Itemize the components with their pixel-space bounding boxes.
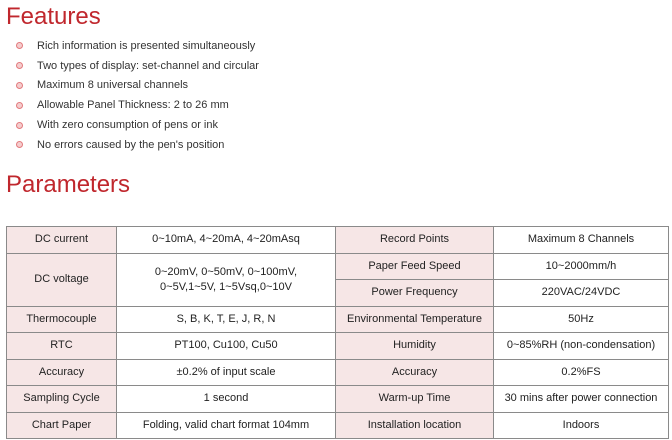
parameters-heading: Parameters xyxy=(6,171,131,198)
param-value: 0~85%RH (non-condensation) xyxy=(494,333,669,360)
param-label: DC voltage xyxy=(7,253,117,306)
param-label: DC current xyxy=(7,227,117,254)
param-value: 30 mins after power connection xyxy=(494,386,669,413)
param-value: ±0.2% of input scale xyxy=(117,359,336,386)
param-value: Maximum 8 Channels xyxy=(494,227,669,254)
features-heading: Features xyxy=(6,3,101,30)
feature-text: Maximum 8 universal channels xyxy=(37,79,189,92)
bullet-icon xyxy=(16,122,23,129)
param-label: Paper Feed Speed xyxy=(336,253,494,280)
param-label: Humidity xyxy=(336,333,494,360)
param-value: 10~2000mm/h xyxy=(494,253,669,280)
bullet-icon xyxy=(16,62,23,69)
param-value: S, B, K, T, E, J, R, N xyxy=(117,306,336,333)
param-value: Folding, valid chart format 104mm xyxy=(117,412,336,439)
param-value: Indoors xyxy=(494,412,669,439)
param-value: 0~10mA, 4~20mA, 4~20mAsq xyxy=(117,227,336,254)
param-label: Installation location xyxy=(336,412,494,439)
feature-text: With zero consumption of pens or ink xyxy=(37,119,218,132)
param-label: Thermocouple xyxy=(7,306,117,333)
param-label: Environmental Temperature xyxy=(336,306,494,333)
feature-text: Rich information is presented simultaneously xyxy=(37,39,256,52)
param-value-line: 0~20mV, 0~50mV, 0~100mV, xyxy=(154,265,298,278)
feature-item xyxy=(16,36,259,56)
feature-text: No errors caused by the pen's position xyxy=(37,138,225,151)
param-label: Warm-up Time xyxy=(336,386,494,413)
param-label: Chart Paper xyxy=(7,412,117,439)
bullet-icon xyxy=(16,82,23,89)
feature-item xyxy=(16,95,259,115)
bullet-icon xyxy=(16,141,23,148)
parameters-table xyxy=(6,226,669,439)
param-label: Power Frequency xyxy=(336,280,494,307)
param-value: 0.2%FS xyxy=(494,359,669,386)
table-row xyxy=(7,333,669,360)
param-label: Sampling Cycle xyxy=(7,386,117,413)
table-row xyxy=(7,412,669,439)
param-label: RTC xyxy=(7,333,117,360)
param-label: Record Points xyxy=(336,227,494,254)
table-row xyxy=(7,227,669,254)
feature-text: Allowable Panel Thickness: 2 to 26 mm xyxy=(37,99,229,112)
table-row xyxy=(7,386,669,413)
feature-item xyxy=(16,135,259,155)
param-label: Accuracy xyxy=(7,359,117,386)
bullet-icon xyxy=(16,42,23,49)
param-value: PT100, Cu100, Cu50 xyxy=(117,333,336,360)
feature-item xyxy=(16,115,259,135)
param-value xyxy=(117,253,336,306)
table-row xyxy=(7,306,669,333)
table-row xyxy=(7,359,669,386)
feature-item xyxy=(16,76,259,96)
param-value: 50Hz xyxy=(494,306,669,333)
param-value: 220VAC/24VDC xyxy=(494,280,669,307)
param-value-line: 0~5V,1~5V, 1~5Vsq,0~10V xyxy=(160,280,292,293)
bullet-icon xyxy=(16,102,23,109)
features-list xyxy=(16,36,259,155)
feature-text: Two types of display: set-channel and circular xyxy=(37,59,259,72)
feature-item xyxy=(16,56,259,76)
param-value: 1 second xyxy=(117,386,336,413)
param-label: Accuracy xyxy=(336,359,494,386)
